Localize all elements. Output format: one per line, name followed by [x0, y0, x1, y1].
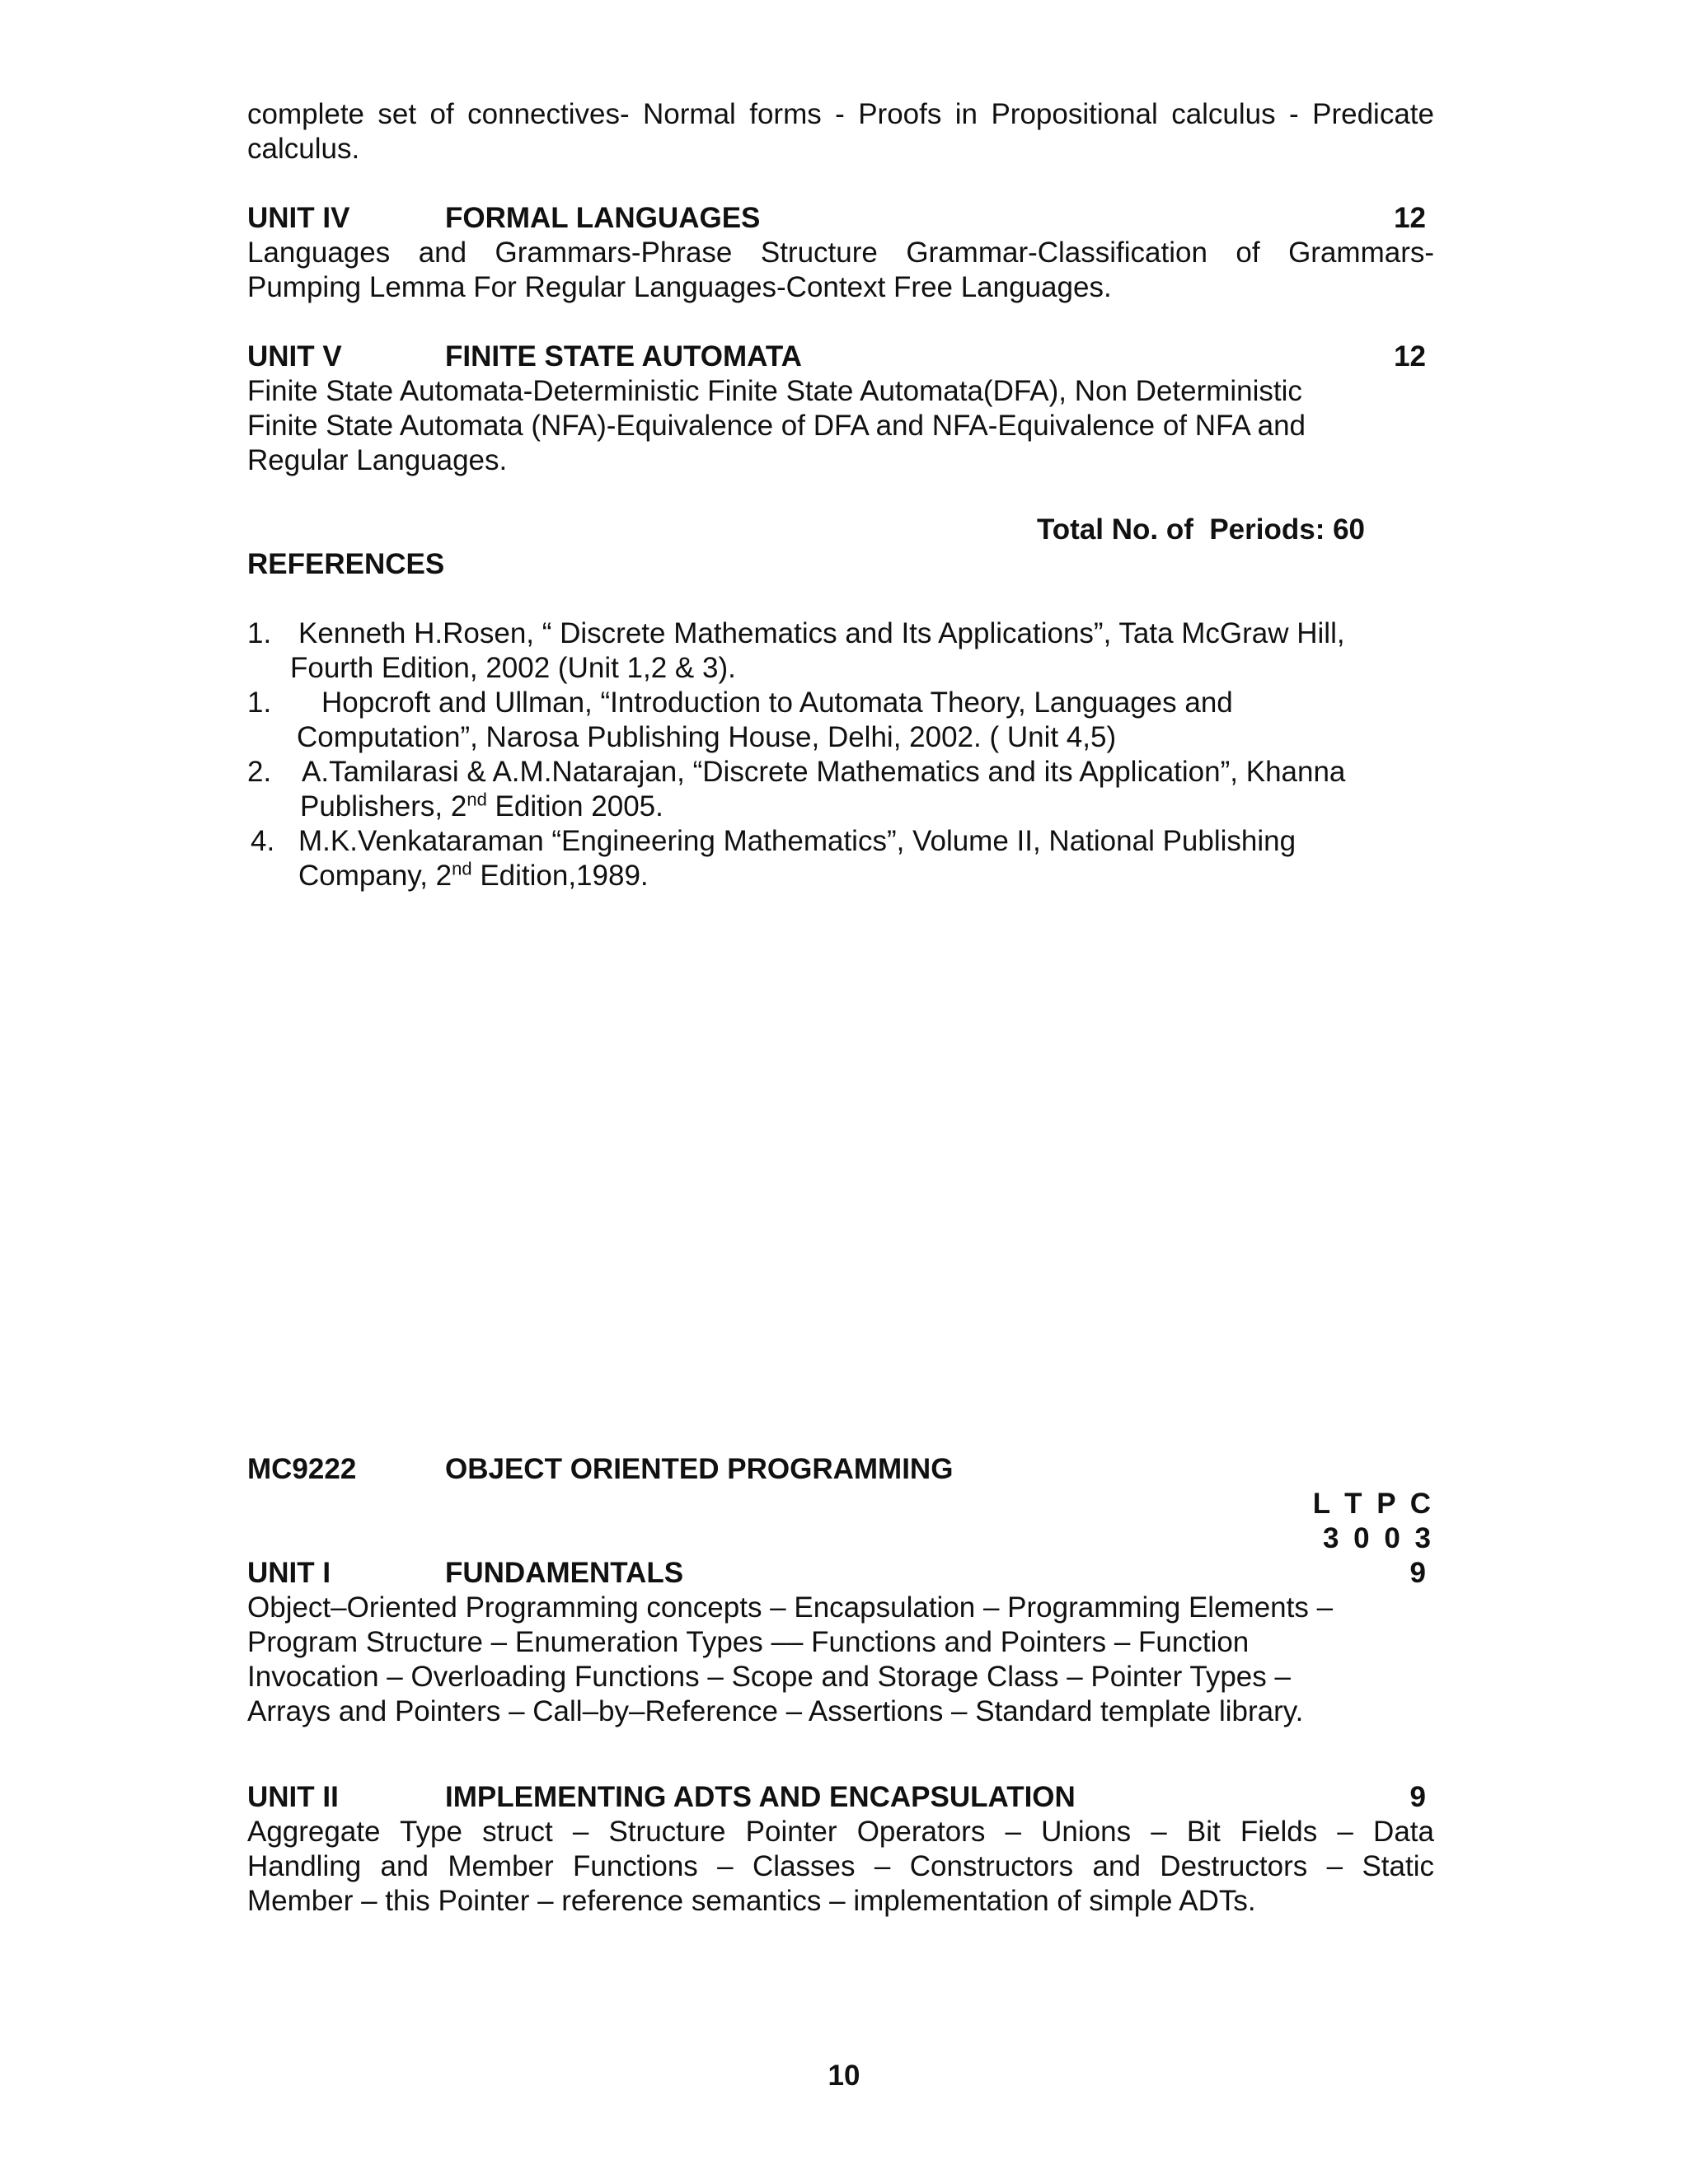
oop-unit-ii-heading [247, 1780, 1434, 1815]
reference-line-2 [298, 859, 649, 893]
edition-year: Edition,1989. [471, 860, 649, 892]
references-list [247, 616, 1434, 897]
intro-line-2: calculus. [247, 133, 360, 165]
reference-line-1: Kenneth H.Rosen, “ Discrete Mathematics and Its Applications”, Tata McGraw Hill, [298, 617, 1345, 649]
course-code: MC9222 [247, 1453, 357, 1485]
reference-line-2: Fourth Edition, 2002 (Unit 1,2 & 3). [290, 652, 736, 684]
ordinal-suffix: nd [452, 858, 472, 879]
reference-number: 1. [247, 617, 272, 649]
references-heading: REFERENCES [247, 548, 445, 580]
unit-title: IMPLEMENTING ADTS AND ENCAPSULATION [445, 1781, 1076, 1813]
edition-year: Edition 2005. [486, 790, 663, 823]
oop-unit-i-description [247, 1591, 1434, 1729]
unit-v-line-1: Finite State Automata-Deterministic Finite State Automata(DFA), Non Deterministic [247, 375, 1302, 407]
unit-code: UNIT V [247, 340, 342, 373]
reference-line-1: A.Tamilarasi & A.M.Natarajan, “Discrete Mathematics and its Application”, Khanna [302, 756, 1346, 788]
edition-text: Company, 2 [298, 860, 452, 892]
unit-title: FORMAL LANGUAGES [445, 202, 761, 234]
unit-hours: 12 [1394, 340, 1426, 373]
total-periods: Total No. of Periods: 60 [1037, 513, 1366, 546]
oop-unit-ii-line-2: Handling and Member Functions – Classes – Constructors and Destructors – Static [247, 1850, 1434, 1882]
unit-code: UNIT II [247, 1781, 339, 1813]
unit-title: FINITE STATE AUTOMATA [445, 340, 802, 373]
unit-hours: 9 [1409, 1781, 1426, 1813]
unit-hours: 9 [1409, 1557, 1426, 1589]
oop-unit-i-line-2: Program Structure – Enumeration Types –– Functions and Pointers – Function [247, 1626, 1250, 1658]
reference-number: 2. [247, 756, 272, 788]
unit-hours: 12 [1394, 202, 1426, 234]
oop-unit-ii-line-1: Aggregate Type struct – Structure Pointer Operators – Unions – Bit Fields – Data [247, 1816, 1434, 1848]
unit-iv-line-2: Pumping Lemma For Regular Languages-Context Free Languages. [247, 271, 1112, 303]
oop-unit-i-line-4: Arrays and Pointers – Call–by–Reference – Assertions – Standard template library. [247, 1695, 1304, 1727]
reference-line-2: Computation”, Narosa Publishing House, Delhi, 2002. ( Unit 4,5) [297, 721, 1117, 753]
oop-unit-i-line-1: Object–Oriented Programming concepts – Encapsulation – Programming Elements – [247, 1591, 1334, 1624]
unit-v-line-3: Regular Languages. [247, 444, 508, 476]
reference-line-1: Hopcroft and Ullman, “Introduction to Automata Theory, Languages and [321, 687, 1233, 719]
intro-paragraph [247, 97, 1434, 166]
ltpc-header: L T P C [1312, 1488, 1434, 1520]
edition-text: Publishers, 2 [300, 790, 467, 823]
unit-iv-description [247, 236, 1434, 305]
reference-number: 1. [247, 687, 272, 719]
oop-unit-i-heading [247, 1556, 1434, 1591]
unit-title: FUNDAMENTALS [445, 1557, 684, 1589]
reference-line-1: M.K.Venkataraman “Engineering Mathematics”, Volume II, National Publishing [298, 825, 1296, 857]
reference-number: 4. [251, 825, 275, 857]
unit-v-heading [247, 340, 1434, 374]
intro-line-1: complete set of connectives- Normal forms - Proofs in Propositional calculus - Predicate [247, 98, 1434, 130]
unit-v-line-2: Finite State Automata (NFA)-Equivalence of DFA and NFA-Equivalence of NFA and [247, 410, 1306, 442]
ltpc-values: 3 0 0 3 [1322, 1522, 1434, 1554]
unit-iv-line-1: Languages and Grammars-Phrase Structure Grammar-Classification of Grammars- [247, 237, 1434, 269]
ordinal-suffix: nd [467, 789, 487, 810]
unit-v-description [247, 374, 1434, 478]
oop-unit-i-line-3: Invocation – Overloading Functions – Scope and Storage Class – Pointer Types – [247, 1661, 1291, 1693]
course-title: OBJECT ORIENTED PROGRAMMING [445, 1453, 954, 1485]
unit-code: UNIT I [247, 1557, 331, 1589]
unit-iv-heading [247, 201, 1434, 236]
page-number: 10 [828, 2060, 860, 2092]
unit-code: UNIT IV [247, 202, 350, 234]
course-heading [247, 1452, 1434, 1487]
oop-unit-ii-line-3: Member – this Pointer – reference semantics – implementation of simple ADTs. [247, 1885, 1256, 1917]
oop-unit-ii-description [247, 1815, 1434, 1919]
reference-line-2 [300, 790, 663, 824]
